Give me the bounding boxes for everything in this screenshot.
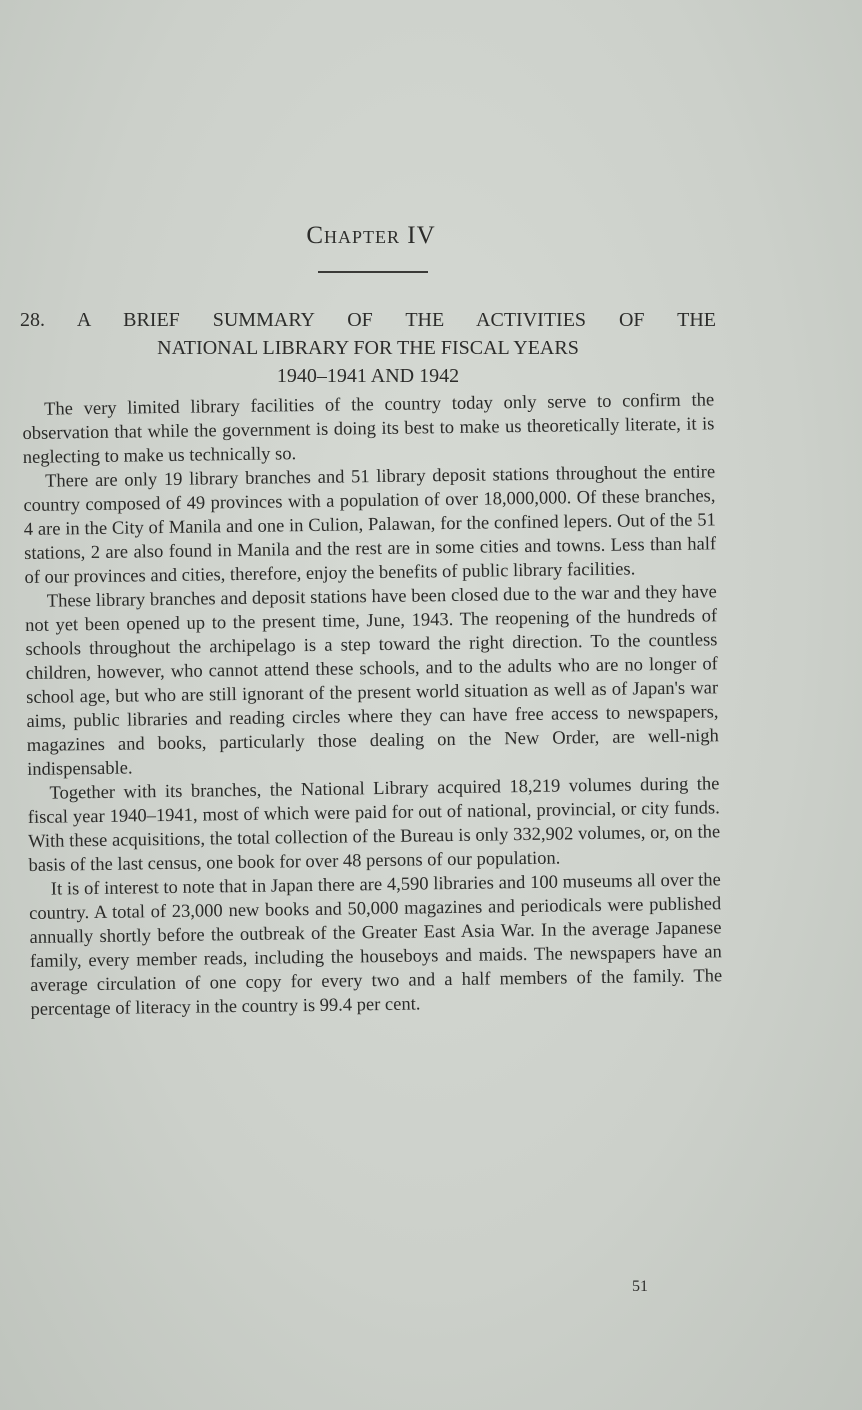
- chapter-divider: [318, 271, 428, 273]
- paragraph: There are only 19 library branches and 51 library deposit stations throughout the entire country composed of 49 provinces with a population of over 18,000,000. Of these branches, 4 are in the City of Manila and one in Culion, Palawan, for the confined lepers. Out of the 51 stations, 2 are also found in Manila and the rest are in some cities and towns. Less than half of our provinces and cities, therefore, enjoy the benefits of public library facilities.: [23, 462, 717, 588]
- chapter-title: Chapter IV: [306, 222, 436, 249]
- section-title-line-3: 1940–1941 AND 1942: [276, 365, 460, 387]
- paragraph: The very limited library facilities of the country today only serve to confirm the observation that while the government is doing its best to make us theoretically literate, it is neglecting to make us technically so.: [22, 390, 715, 468]
- section-number: 28.: [20, 309, 45, 331]
- section-title-line-2: NATIONAL LIBRARY FOR THE FISCAL YEARS: [157, 337, 579, 359]
- section-heading-line-1: [20, 306, 716, 334]
- paragraph: Together with its branches, the National Library acquired 18,219 volumes during the fiscal year 1940–1941, most of which were paid for out of national, provincial, or city funds. With these acquisitions, the total collection of the Bureau is only 332,902 volumes, or, on the basis of the last census, one book for over 48 persons of our population.: [27, 774, 721, 876]
- page-number: 51: [632, 1278, 648, 1295]
- paragraph: It is of interest to note that in Japan there are 4,590 libraries and 100 museums all over the country. A total of 23,000 new books and 50,000 magazines and periodicals were published annually shortly before the outbreak of the Greater East Asia War. In the average Japanese family, every member reads, including the houseboys and maids. The newspapers have an average circulation of one copy for every two and a half members of the family. The percentage of literacy in the country is 99.4 per cent.: [29, 870, 723, 1020]
- section-heading: [20, 306, 716, 390]
- body-text: [22, 388, 723, 1022]
- section-title-line-1: A BRIEF SUMMARY OF THE ACTIVITIES OF THE: [76, 309, 716, 331]
- paragraph: These library branches and deposit stations have been closed due to the war and they have not yet been opened up to the present time, June, 1943. The reopening of the hundreds of schools throughout the archipelago is a step toward the right direction. To the countless children, however, who cannot attend these schools, and to the adults who are no longer of school age, but who are still ignorant of the present world situation as well as of Japan's war aims, public libraries and reading circles where they can have free access to newspapers, magazines and books, particularly those dealing on the New Order, are well-nigh indispensable.: [25, 582, 719, 780]
